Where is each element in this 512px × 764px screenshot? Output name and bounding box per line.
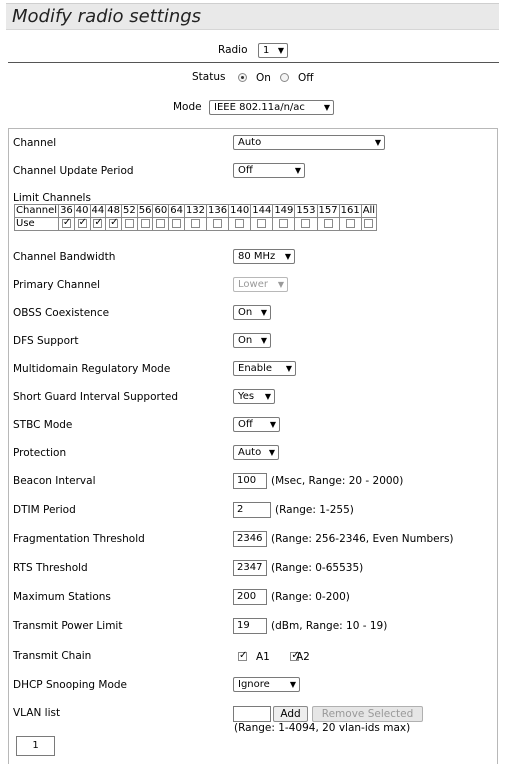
use-row-header: Use xyxy=(15,218,59,231)
channel-use-cell xyxy=(207,218,229,231)
radio-select-value: 1 xyxy=(263,45,270,56)
chevron-down-icon: ▼ xyxy=(285,364,292,373)
obss-select[interactable] xyxy=(233,305,271,320)
vlan-label: VLAN list xyxy=(13,707,61,719)
sgi-value: Yes xyxy=(238,391,255,402)
status-off-radio[interactable] xyxy=(280,73,289,82)
multidomain-label: Multidomain Regulatory Mode xyxy=(13,363,171,375)
obss-label: OBSS Coexistence xyxy=(13,307,110,319)
chevron-down-icon: ▼ xyxy=(260,336,267,345)
chevron-down-icon: ▼ xyxy=(374,138,381,147)
channel-use-cell xyxy=(90,218,106,231)
channel-update-select[interactable] xyxy=(233,163,305,178)
tx-power-label: Transmit Power Limit xyxy=(13,620,123,632)
tx-chain-a1-checkbox[interactable] xyxy=(238,652,247,661)
channel-header-cell: 36 xyxy=(60,205,73,216)
beacon-label: Beacon Interval xyxy=(13,475,96,487)
channel-use-checkbox[interactable] xyxy=(141,219,150,228)
channel-header-cell: 140 xyxy=(230,205,250,216)
chevron-down-icon: ▼ xyxy=(294,166,301,175)
stbc-label: STBC Mode xyxy=(13,419,73,431)
page-title-bar xyxy=(6,3,499,30)
channel-use-checkbox[interactable] xyxy=(257,219,266,228)
channel-use-cell xyxy=(229,218,251,231)
channel-header-cell: 161 xyxy=(340,205,360,216)
stbc-value: Off xyxy=(238,419,253,430)
dhcp-label: DHCP Snooping Mode xyxy=(13,679,127,691)
vlan-input[interactable] xyxy=(233,706,271,722)
channel-use-cell xyxy=(59,218,75,231)
radio-select[interactable] xyxy=(258,43,288,58)
channel-header-cell: 132 xyxy=(185,205,206,216)
bandwidth-select[interactable] xyxy=(233,249,295,264)
beacon-input[interactable]: 100 xyxy=(233,473,267,489)
channel-header-cell: 44 xyxy=(91,205,105,216)
radio-label: Radio xyxy=(218,44,248,56)
protection-value: Auto xyxy=(238,447,262,458)
channel-use-checkbox[interactable] xyxy=(156,219,165,228)
channel-use-checkbox[interactable] xyxy=(191,219,200,228)
channel-use-checkbox[interactable] xyxy=(213,219,222,228)
rts-label: RTS Threshold xyxy=(13,562,88,574)
sgi-select[interactable] xyxy=(233,389,275,404)
channel-label: Channel xyxy=(13,137,57,149)
limit-channels-label: Limit Channels xyxy=(13,192,91,204)
max-stations-label: Maximum Stations xyxy=(13,591,111,603)
channel-use-cell xyxy=(339,218,361,231)
channel-header-cell: All xyxy=(362,205,376,216)
channel-header-cell: 48 xyxy=(107,205,120,216)
chevron-down-icon: ▼ xyxy=(289,680,296,689)
channel-use-checkbox[interactable] xyxy=(324,219,333,228)
channel-header-cell: 144 xyxy=(252,205,272,216)
channel-update-label: Channel Update Period xyxy=(13,165,134,177)
channel-select[interactable] xyxy=(233,135,385,150)
dtim-input[interactable]: 2 xyxy=(233,502,271,518)
channel-use-cell xyxy=(169,218,185,231)
dfs-label: DFS Support xyxy=(13,335,79,347)
channel-use-checkbox[interactable] xyxy=(125,219,134,228)
frag-input[interactable]: 2346 xyxy=(233,531,267,547)
limit-channels-table xyxy=(14,204,377,231)
max-stations-input[interactable]: 200 xyxy=(233,589,267,605)
add-vlan-button[interactable]: Add xyxy=(273,706,308,722)
mode-select[interactable] xyxy=(209,100,334,115)
mode-select-value: IEEE 802.11a/n/ac xyxy=(214,102,305,113)
channel-use-cell xyxy=(295,218,317,231)
channel-use-checkbox[interactable] xyxy=(78,219,87,228)
page-title: Modify radio settings xyxy=(12,6,202,27)
channel-select-value: Auto xyxy=(238,137,262,148)
channel-header-cell: 52 xyxy=(123,205,136,216)
chevron-down-icon: ▼ xyxy=(277,46,284,55)
frag-label: Fragmentation Threshold xyxy=(13,533,145,545)
channel-use-checkbox[interactable] xyxy=(172,219,181,228)
rts-hint: (Range: 0-65535) xyxy=(271,562,364,574)
channel-header-cell: 149 xyxy=(274,205,294,216)
channel-use-checkbox[interactable] xyxy=(279,219,288,228)
chevron-down-icon: ▼ xyxy=(277,280,284,289)
bandwidth-label: Channel Bandwidth xyxy=(13,251,116,263)
channel-use-cell xyxy=(137,218,153,231)
divider xyxy=(8,62,499,63)
channel-update-value: Off xyxy=(238,165,253,176)
tx-power-hint: (dBm, Range: 10 - 19) xyxy=(271,620,388,632)
channel-use-checkbox[interactable] xyxy=(109,219,118,228)
status-on-label: On xyxy=(256,72,271,84)
dfs-value: On xyxy=(238,335,253,346)
channel-use-checkbox[interactable] xyxy=(62,219,71,228)
status-on-radio[interactable] xyxy=(238,73,247,82)
beacon-hint: (Msec, Range: 20 - 2000) xyxy=(271,475,404,487)
dhcp-value: Ignore xyxy=(238,679,270,690)
channel-use-checkbox[interactable] xyxy=(301,219,310,228)
chevron-down-icon: ▼ xyxy=(269,420,276,429)
channel-header-cell: 136 xyxy=(208,205,228,216)
multidomain-value: Enable xyxy=(238,363,273,374)
tx-power-input[interactable]: 19 xyxy=(233,618,267,634)
channel-use-cell xyxy=(251,218,273,231)
chevron-down-icon: ▼ xyxy=(260,308,267,317)
channel-header-cell: 40 xyxy=(75,205,89,216)
tx-chain-label: Transmit Chain xyxy=(13,650,92,662)
vlan-list-item[interactable]: 1 xyxy=(16,736,55,756)
channel-use-checkbox[interactable] xyxy=(235,219,244,228)
channel-use-cell xyxy=(317,218,339,231)
rts-input[interactable]: 2347 xyxy=(233,560,267,576)
channel-use-checkbox[interactable] xyxy=(93,219,102,228)
frag-hint: (Range: 256-2346, Even Numbers) xyxy=(271,533,454,545)
channel-use-cell xyxy=(122,218,138,231)
channel-use-checkbox[interactable] xyxy=(346,219,355,228)
mode-label: Mode xyxy=(173,101,202,113)
status-off-label: Off xyxy=(298,72,314,84)
chevron-down-icon: ▼ xyxy=(268,448,275,457)
channel-use-cell xyxy=(153,218,169,231)
channel-header-cell: 60 xyxy=(154,205,168,216)
primary-channel-select[interactable] xyxy=(233,277,288,292)
vlan-hint: (Range: 1-4094, 20 vlan-ids max) xyxy=(234,722,411,734)
dfs-select[interactable] xyxy=(233,333,271,348)
max-stations-hint: (Range: 0-200) xyxy=(271,591,350,603)
remove-selected-button[interactable]: Remove Selected xyxy=(312,706,423,722)
status-label: Status xyxy=(192,71,226,83)
stbc-select[interactable] xyxy=(233,417,280,432)
dtim-hint: (Range: 1-255) xyxy=(275,504,354,516)
channel-use-cell xyxy=(361,218,376,231)
channel-header-cell: 157 xyxy=(318,205,338,216)
channel-use-cell xyxy=(74,218,90,231)
tx-chain-a2-label: A2 xyxy=(296,651,310,663)
primary-channel-value: Lower xyxy=(238,279,268,290)
chevron-down-icon: ▼ xyxy=(264,392,271,401)
dhcp-select[interactable] xyxy=(233,677,300,692)
channel-row-header: Channel xyxy=(16,205,58,216)
channel-header-cell: 56 xyxy=(138,205,152,216)
chevron-down-icon: ▼ xyxy=(284,252,291,261)
channel-use-cell xyxy=(184,218,206,231)
protection-select[interactable] xyxy=(233,445,279,460)
protection-label: Protection xyxy=(13,447,67,459)
channel-use-cell xyxy=(106,218,122,231)
channel-header-cell: 153 xyxy=(296,205,316,216)
chevron-down-icon: ▼ xyxy=(323,103,330,112)
channel-header-cell: 64 xyxy=(170,205,183,216)
sgi-label: Short Guard Interval Supported xyxy=(13,391,179,403)
obss-value: On xyxy=(238,307,253,318)
dtim-label: DTIM Period xyxy=(13,504,76,516)
multidomain-select[interactable] xyxy=(233,361,296,376)
channel-use-cell xyxy=(273,218,295,231)
bandwidth-value: 80 MHz xyxy=(238,251,276,262)
channel-use-checkbox[interactable] xyxy=(364,219,373,228)
tx-chain-a1-label: A1 xyxy=(256,651,270,663)
primary-channel-label: Primary Channel xyxy=(13,279,101,291)
